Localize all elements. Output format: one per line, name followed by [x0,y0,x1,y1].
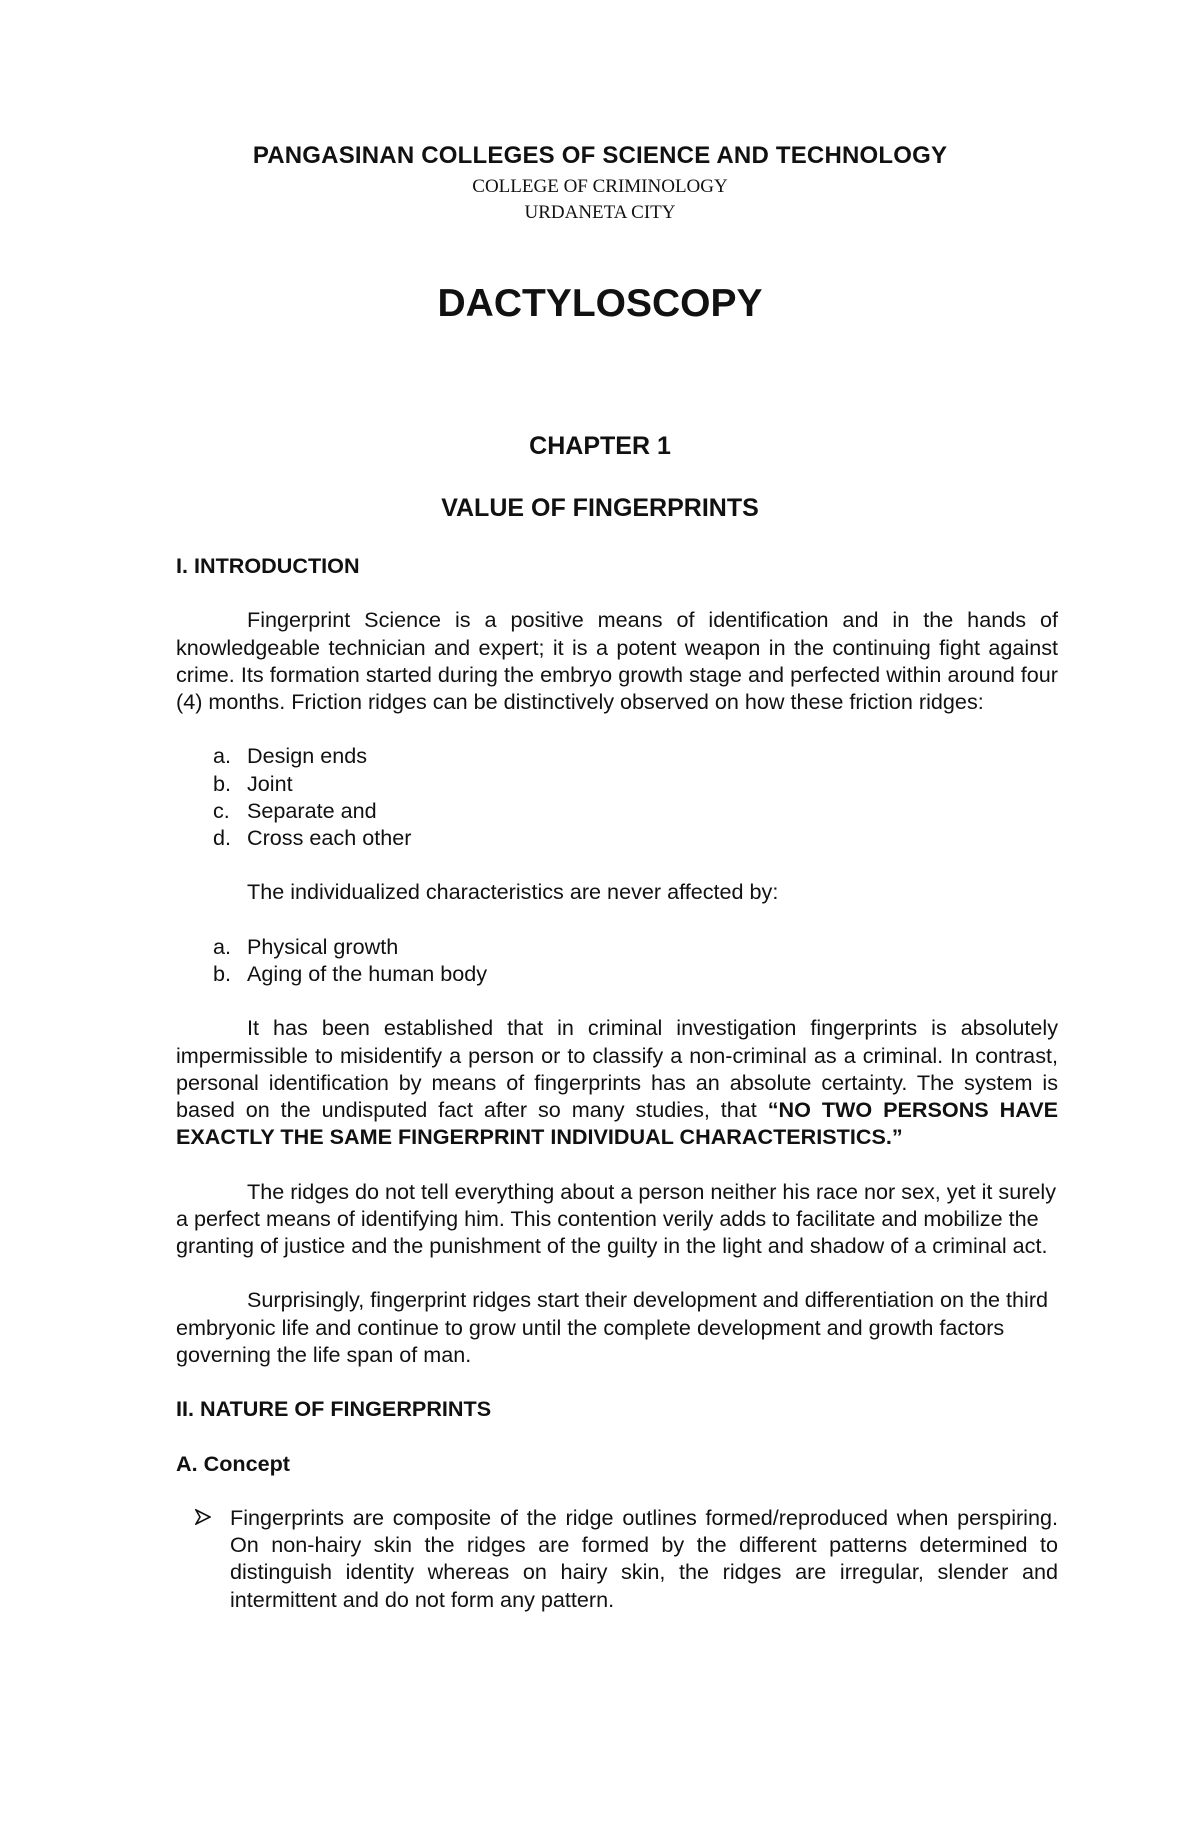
list-item: a. Physical growth [213,933,399,959]
section-heading-introduction: I. INTRODUCTION [176,553,360,578]
institution-name: PANGASINAN COLLEGES OF SCIENCE AND TECHNOLOGY [252,142,948,169]
college-name: COLLEGE OF CRIMINOLOGY [472,176,728,197]
ridge-list [176,742,1058,851]
subsection-heading-concept: A. Concept [176,1450,290,1476]
list-item: d. Cross each other [213,825,412,850]
document-body [176,552,1058,1613]
intro-paragraph-1: Fingerprint Science is a positive means of identification and in the hands of knowledgeable technician and expert; it is a potent weapon in the continuing fight against crime. Its formation started during the embryo growth stage and perfected within around four (4) months. Friction ridges can be distinctively observed on how these friction ridges: [176,607,1058,714]
characteristics-lead: The individualized characteristics are never affected by: [247,879,779,905]
list-item: Fingerprints are composite of the ridge outlines formed/reproduced when perspiring. On non-hairy skin the ridges are formed by the different patterns determined to distinguish identity whereas on hairy skin, the ridges are irregular, slender and intermittent and do not form any pattern. [176,1504,1058,1613]
list-item: a. Design ends [213,743,368,769]
chapter-number: CHAPTER 1 [529,432,671,460]
intro-paragraph-5: Surprisingly, fingerprint ridges start their development and differentiation on the third embryonic life and continue to grow until the complete development and growth factors governing the life span of man. [176,1287,1049,1367]
list-item: b. Aging of the human body [213,960,488,986]
chapter-title: VALUE OF FINGERPRINTS [441,494,759,522]
emphasis-statement: “NO TWO PERSONS HAVE EXACTLY THE SAME FINGERPRINT INDIVIDUAL CHARACTERISTICS.” [176,1096,1058,1150]
list-item: c. Separate and [213,797,377,823]
concept-bullets [176,1504,1058,1613]
arrow-bullet-icon [195,1509,211,1525]
list-item: b. Joint [213,770,293,796]
document-title: DACTYLOSCOPY [437,282,763,325]
city-name: URDANETA CITY [524,202,676,223]
unaffected-list [176,933,1058,987]
intro-paragraph-3: It has been established that in criminal investigation fingerprints is absolutely impermissible to misidentify a person or to classify a non-criminal as a criminal. In contrast, personal identification by means of fingerprints has an absolute certainty. The system is based on the undisputed fact after so many studies, that “NO TWO PERSONS HAVE EXACTLY THE SAME FINGERPRINT INDIVIDUAL CHARACTERISTICS.” [176,1015,1058,1150]
intro-paragraph-4: The ridges do not tell everything about a person neither his race nor sex, yet it surely a perfect means of identifying him. This contention verily adds to facilitate and mobilize the granting of justice and the punishment of the guilty in the light and shadow of a criminal act. [176,1178,1057,1258]
section-heading-nature: II. NATURE OF FINGERPRINTS [176,1396,492,1422]
